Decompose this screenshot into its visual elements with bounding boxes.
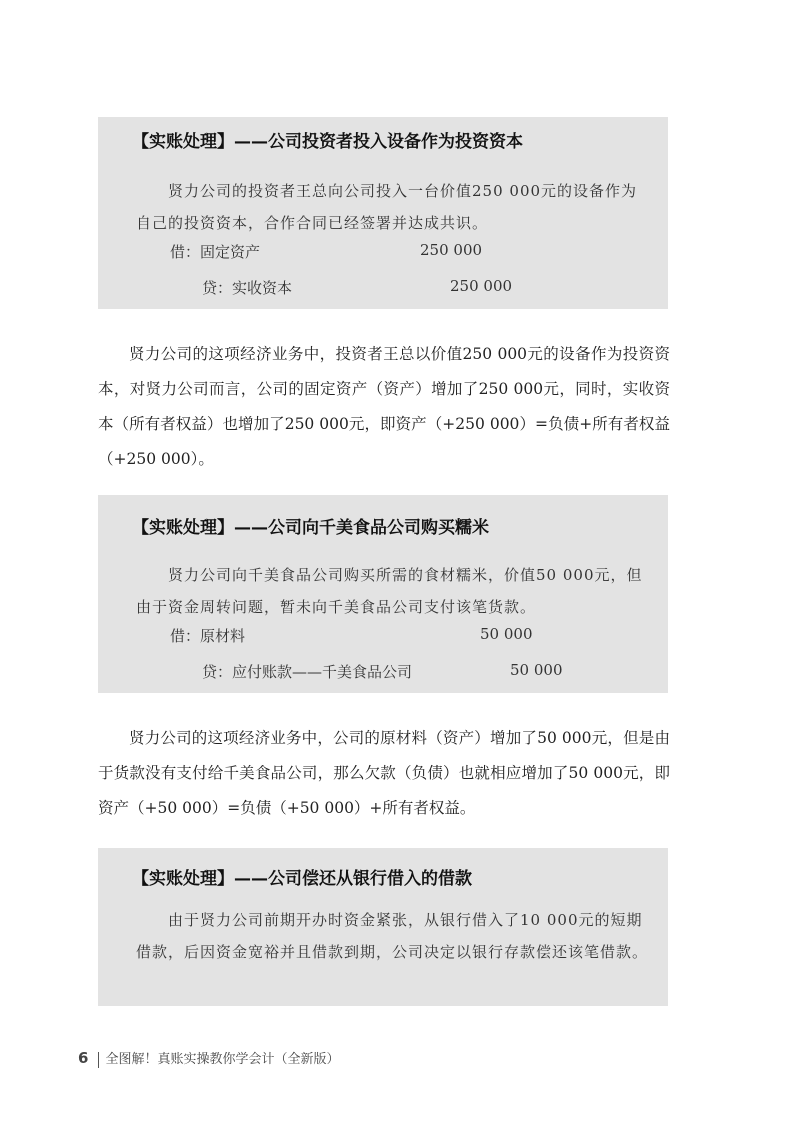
page-footer	[78, 1048, 339, 1068]
box-description: 贤力公司向千美食品公司购买所需的食材糯米，价值50 000元，但由于资金周转问题，暂未向千美食品公司支付该笔货款。	[136, 566, 643, 616]
credit-label: 贷：应付账款——千美食品公司	[202, 663, 413, 681]
example-box-2	[98, 495, 668, 693]
box-title: 【实账处理】——公司投资者投入设备作为投资资本	[132, 132, 523, 152]
body-paragraph-2: 贤力公司的这项经济业务中，公司的原材料（资产）增加了50 000元，但是由于货款没有支付给千美食品公司，那么欠款（负债）也就相应增加了50 000元，即资产（+50 000）=负债（+50 000）+所有者权益。	[98, 729, 670, 817]
footer-divider	[98, 1052, 99, 1068]
debit-label: 借：原材料	[170, 627, 246, 645]
credit-amount: 50 000	[510, 661, 563, 679]
example-box-1	[98, 117, 668, 309]
box-description: 由于贤力公司前期开办时资金紧张，从银行借入了10 000元的短期借款，后因资金宽裕并且借款到期，公司决定以银行存款偿还该笔借款。	[136, 911, 649, 961]
body-paragraph-1: 贤力公司的这项经济业务中，投资者王总以价值250 000元的设备作为投资资本，对贤力公司而言，公司的固定资产（资产）增加了250 000元，同时，实收资本（所有者权益）也增加了250 000元，即资产（+250 000）=负债+所有者权益（+250 000）。	[98, 345, 670, 468]
debit-amount: 250 000	[420, 241, 483, 259]
credit-label: 贷：实收资本	[202, 279, 293, 297]
box-title: 【实账处理】——公司偿还从银行借入的借款	[132, 869, 472, 889]
debit-amount: 50 000	[480, 625, 533, 643]
example-box-3	[98, 848, 668, 1006]
debit-label: 借：固定资产	[170, 243, 261, 261]
credit-amount: 250 000	[450, 277, 513, 295]
box-title: 【实账处理】——公司向千美食品公司购买糯米	[132, 518, 489, 538]
box-description: 贤力公司的投资者王总向公司投入一台价值250 000元的设备作为自己的投资资本，合作合同已经签署并达成共识。	[136, 182, 638, 232]
book-title: 全图解！真账实操教你学会计（全新版）	[105, 1052, 340, 1067]
page-number: 6	[78, 1049, 89, 1067]
